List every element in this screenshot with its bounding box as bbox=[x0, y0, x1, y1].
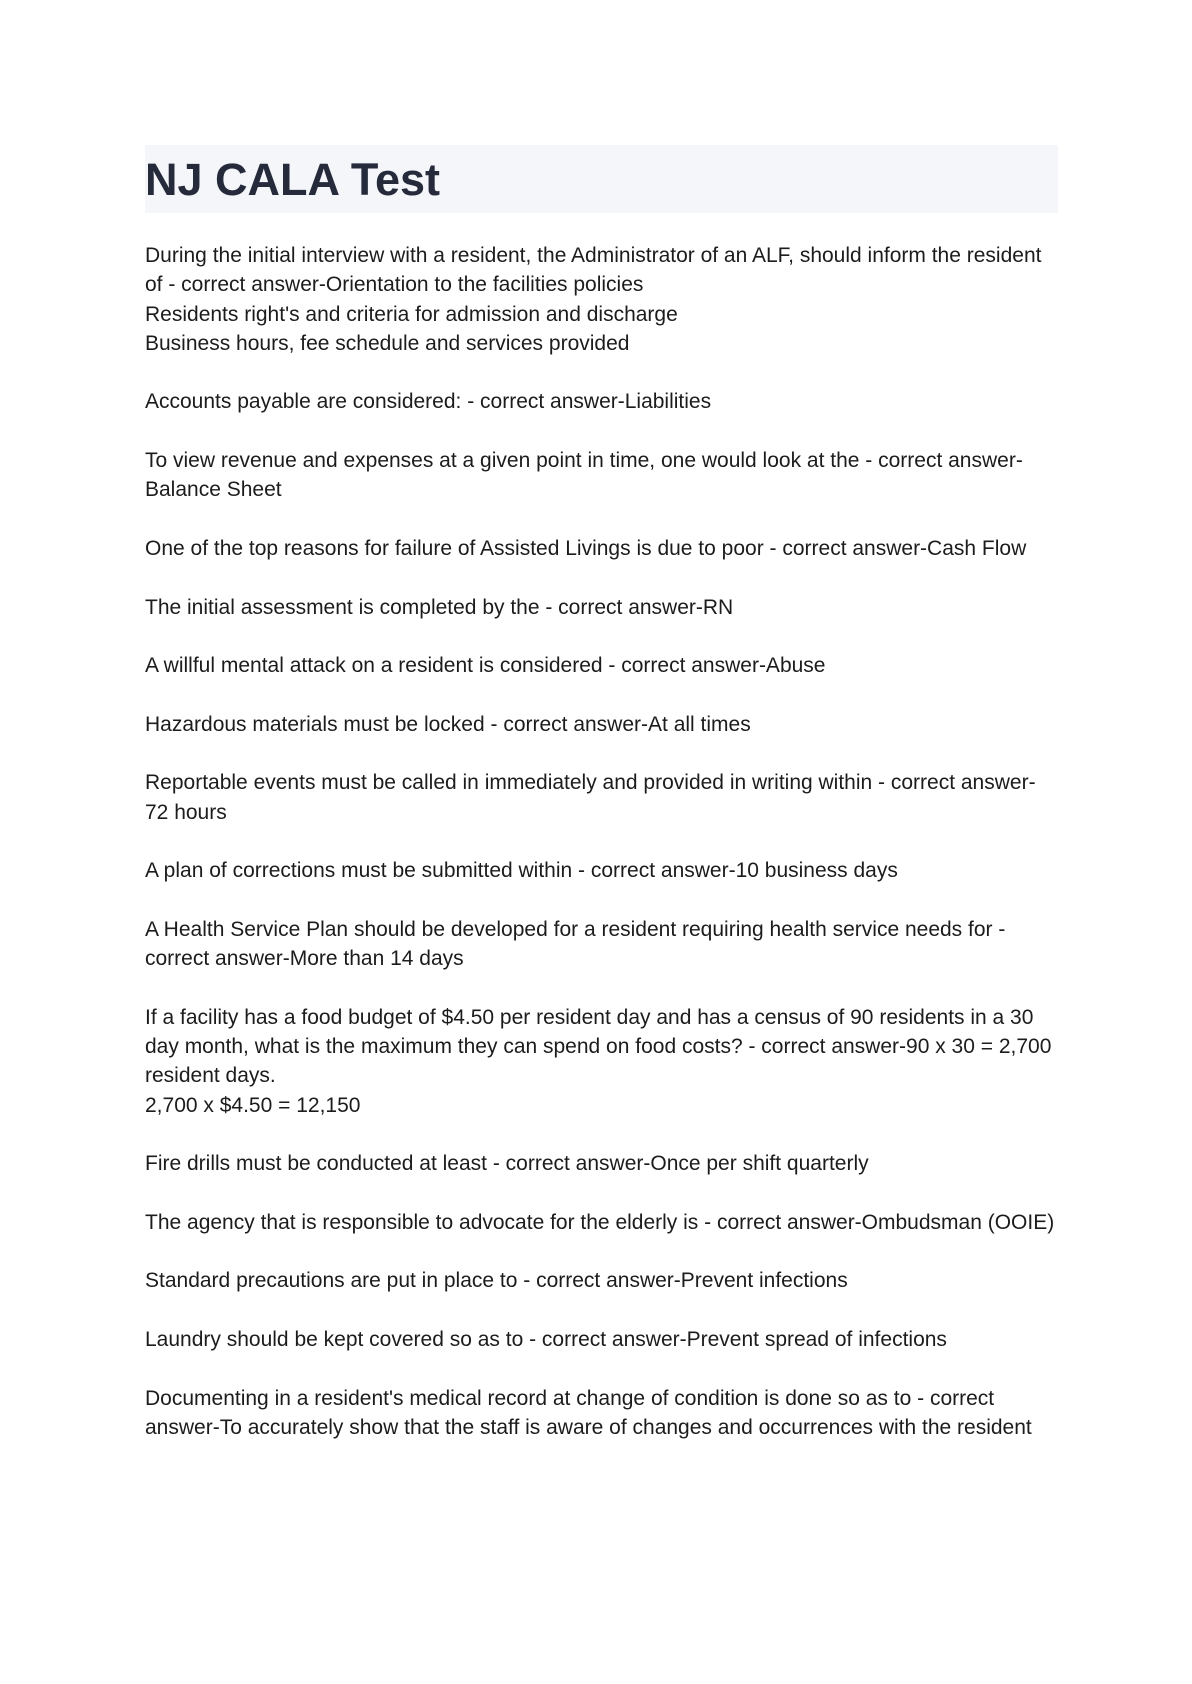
qa-entry: A willful mental attack on a resident is considered - correct answer-Abuse bbox=[145, 654, 826, 678]
qa-entry: Standard precautions are put in place to - correct answer-Prevent infections bbox=[145, 1269, 848, 1293]
qa-entry: A plan of corrections must be submitted within - correct answer-10 business days bbox=[145, 859, 898, 883]
qa-entry: To view revenue and expenses at a given point in time, one would look at the - correct answer-Balance Sheet bbox=[145, 449, 1023, 502]
qa-entry: The initial assessment is completed by the - correct answer-RN bbox=[145, 595, 734, 619]
title-banner bbox=[145, 145, 1058, 213]
qa-entry: Hazardous materials must be locked - correct answer-At all times bbox=[145, 712, 751, 736]
qa-entry: One of the top reasons for failure of Assisted Livings is due to poor - correct answer-Cash Flow bbox=[145, 536, 1027, 560]
qa-entry: If a facility has a food budget of $4.50 per resident day and has a census of 90 residents in a 30 day month, what is the maximum they can spend on food costs? - correct answer-90 x 30 = 2,700 resident days. 2,700 x $4.50 = 12,150 bbox=[145, 1005, 1052, 1117]
page-title: NJ CALA Test bbox=[145, 153, 441, 205]
qa-entry: Reportable events must be called in immediately and provided in writing within - correct answer-72 hours bbox=[145, 771, 1036, 824]
qa-entry: The agency that is responsible to advocate for the elderly is - correct answer-Ombudsman (OOIE) bbox=[145, 1210, 1055, 1234]
qa-entry: Documenting in a resident's medical record at change of condition is done so as to - correct answer-To accurately show that the staff is aware of changes and occurrences with the resident bbox=[145, 1386, 1032, 1439]
qa-entry: Laundry should be kept covered so as to - correct answer-Prevent spread of infections bbox=[145, 1327, 947, 1351]
qa-entry: Fire drills must be conducted at least - correct answer-Once per shift quarterly bbox=[145, 1152, 869, 1176]
qa-list bbox=[145, 241, 1058, 1442]
qa-entry: During the initial interview with a resident, the Administrator of an ALF, should inform the resident of - correct answer-Orientation to the facilities policies Residents right's and criteria for admission and discharge Business hours, fee schedule and services provided bbox=[145, 244, 1042, 355]
qa-entry: A Health Service Plan should be developed for a resident requiring health service needs for - correct answer-More than 14 days bbox=[145, 917, 1006, 971]
qa-entry: Accounts payable are considered: - correct answer-Liabilities bbox=[145, 390, 712, 414]
document-page bbox=[145, 145, 1058, 1471]
